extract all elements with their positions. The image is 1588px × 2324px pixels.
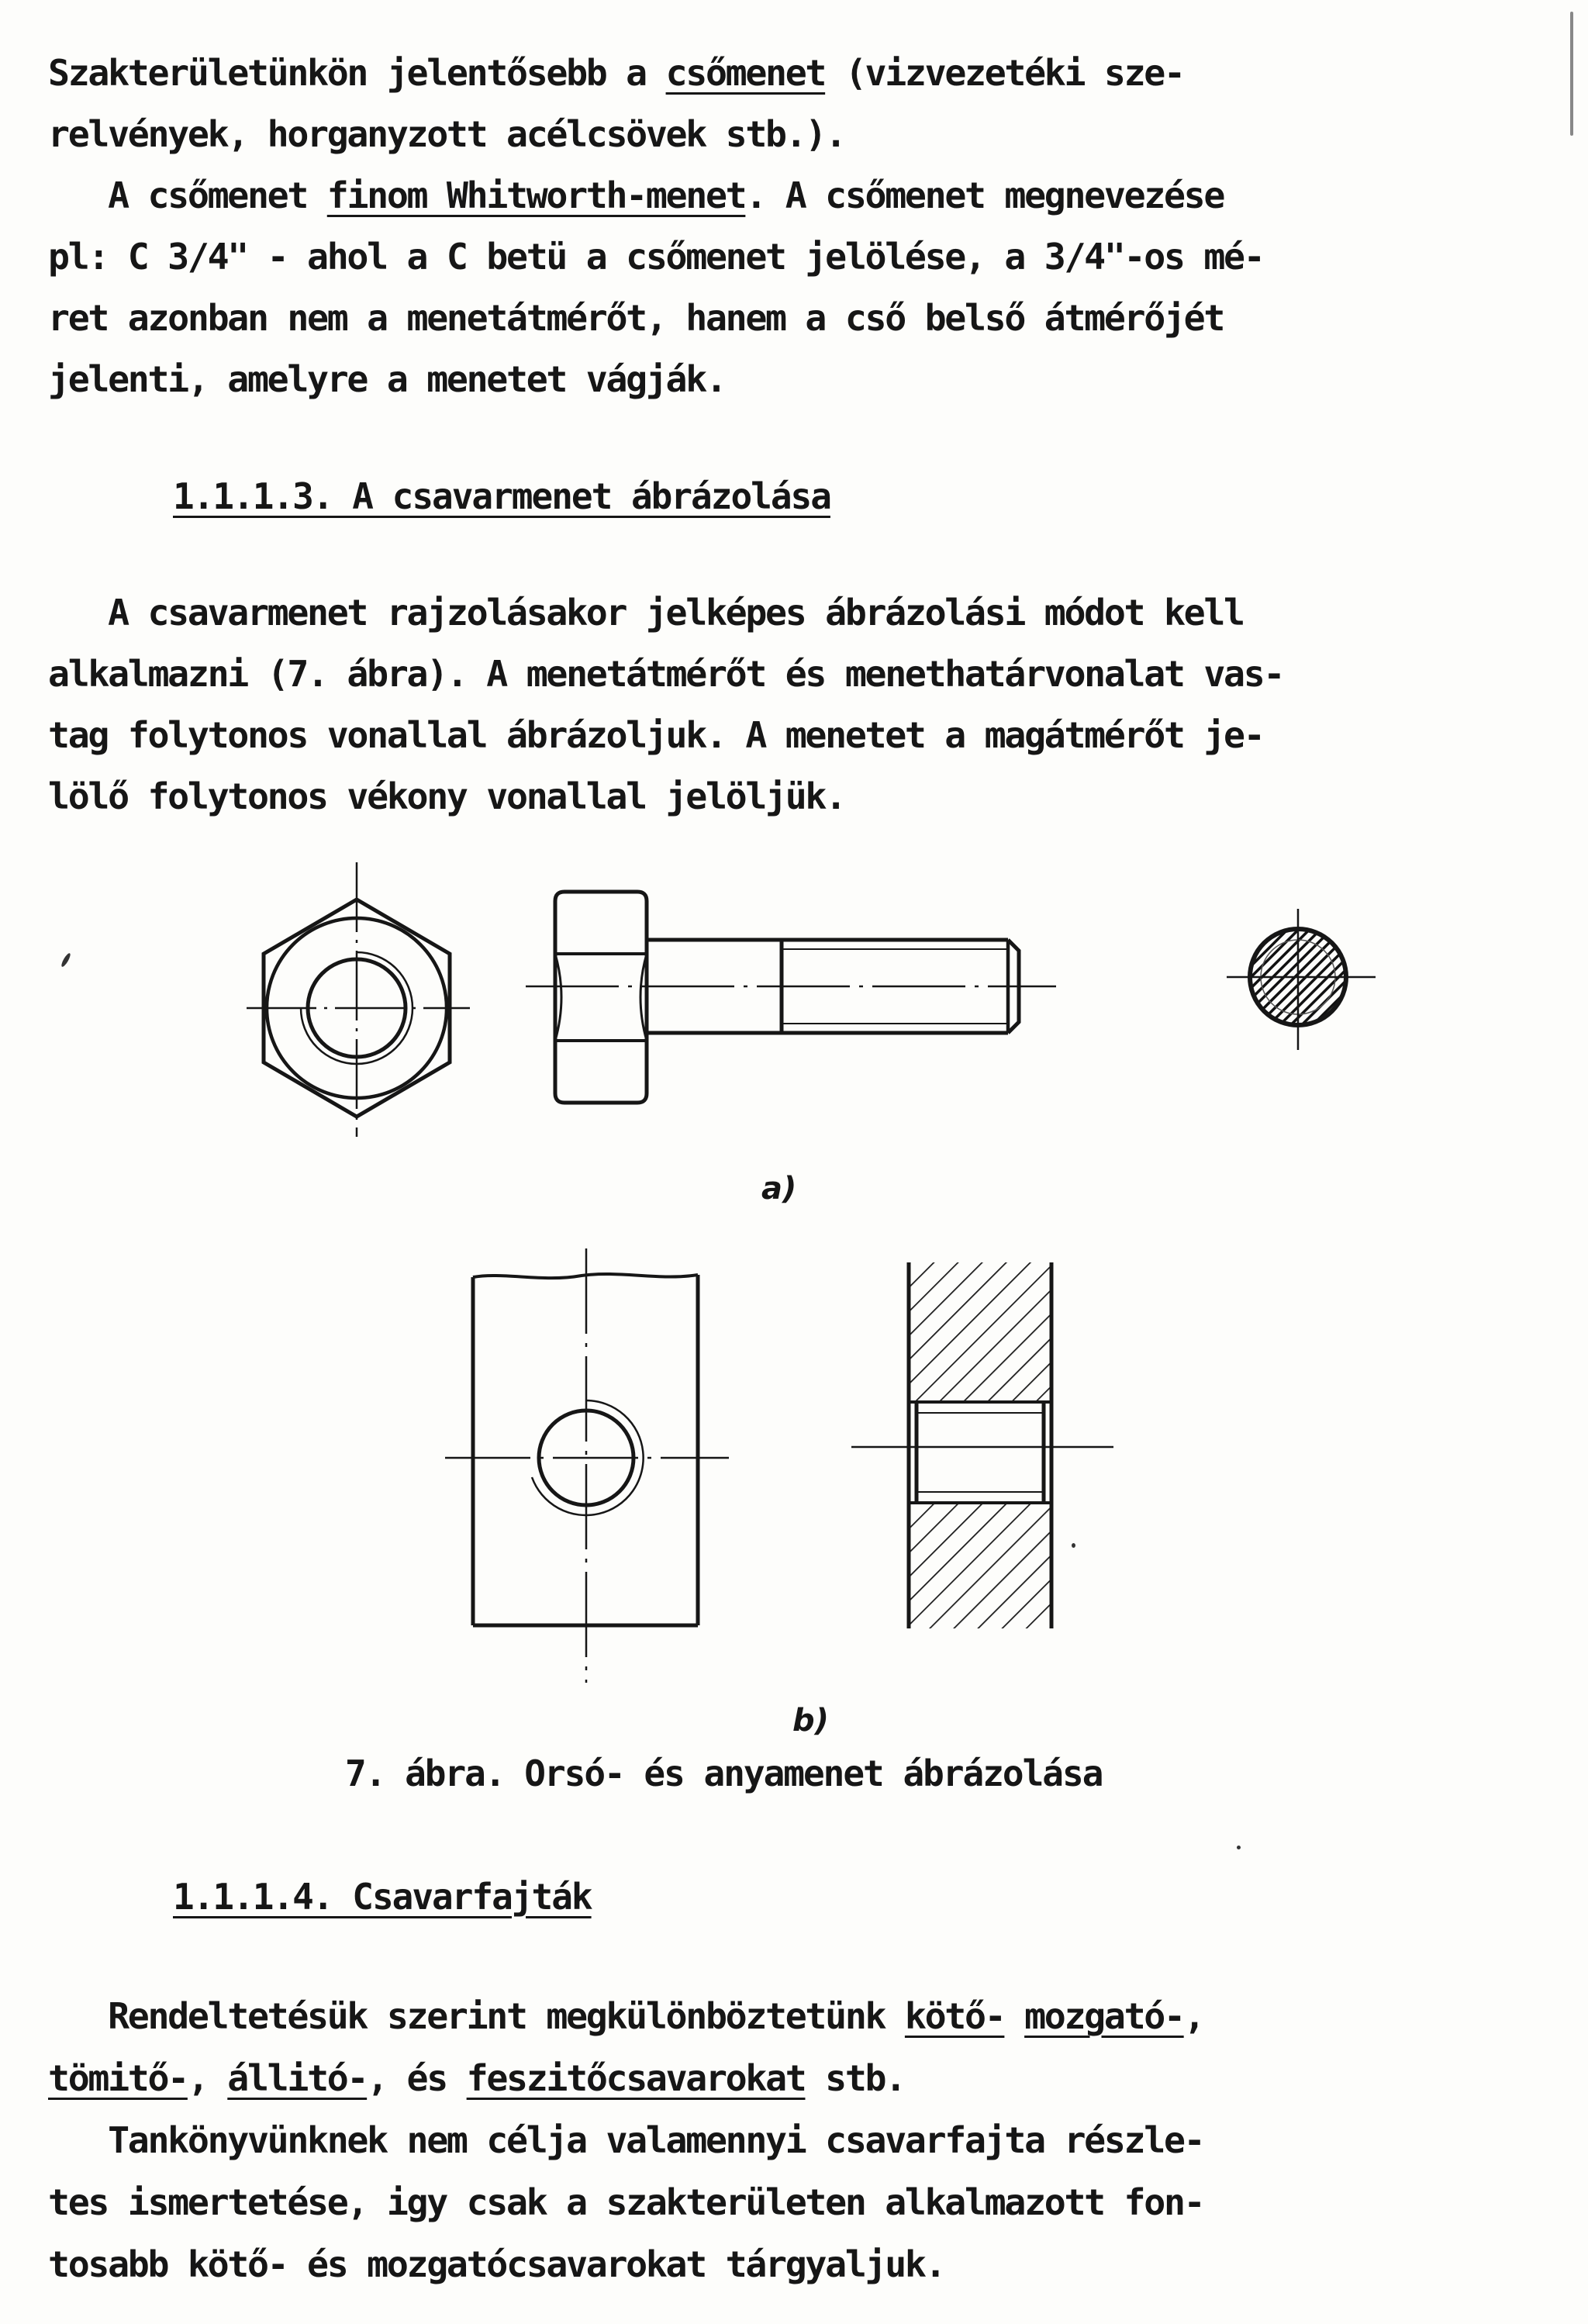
- text-span: (vizvezetéki sze-: [825, 52, 1184, 94]
- bolt-side-view: [526, 892, 1056, 1103]
- text-span: . A csőmenet megnevezése: [745, 174, 1224, 216]
- paragraph-3-line-1: [48, 1995, 1204, 2037]
- paragraph-2-line-4: lölő folytonos vékony vonallal jelöljük.: [48, 775, 845, 817]
- paragraph-1-line-4: pl: C 3/4" - ahol a C betü a csőmenet jelölése, a 3/4"-os mé-: [48, 236, 1264, 278]
- hex-nut-view: [247, 862, 470, 1137]
- paragraph-3-line-5: tosabb kötő- és mozgatócsavarokat tárgyaljuk.: [48, 2243, 945, 2285]
- paragraph-3-line-2: [48, 2057, 905, 2099]
- keyword-tomito: tömitő-: [48, 2057, 188, 2099]
- paragraph-1-line-2: relvények, horganyzott acélcsövek stb.).: [48, 113, 845, 155]
- threaded-hole-top-view: [445, 1248, 729, 1683]
- text-span: Rendeltetésük szerint megkülönböztetünk: [48, 1995, 905, 2037]
- text-span: stb.: [805, 2057, 905, 2099]
- figure-label-a: a): [761, 1171, 797, 1207]
- paragraph-2-line-2: alkalmazni (7. ábra). A menetátmérőt és menethatárvonalat vas-: [48, 653, 1284, 695]
- keyword-csomenet: csőmenet: [665, 52, 826, 94]
- heading-text: 1.1.1.3. A csavarmenet ábrázolása: [173, 475, 830, 517]
- figure-label-b: b): [792, 1703, 829, 1739]
- scan-speck: [1072, 1543, 1075, 1548]
- keyword-koto: kötő-: [904, 1995, 1005, 2037]
- text-span: Szakterületünkön jelentősebb a: [48, 52, 666, 94]
- text-span: A csőmenet: [48, 174, 327, 216]
- section-heading-1-1-1-4: [173, 1876, 592, 1918]
- text-span: ,: [1183, 1995, 1204, 2037]
- paragraph-1-line-5: ret azonban nem a menetátmérőt, hanem a cső belső átmérőjét: [48, 297, 1224, 339]
- bolt-cross-section: [1227, 909, 1376, 1050]
- text-span: ,: [187, 2057, 228, 2099]
- keyword-feszitocsavarokat: feszitőcsavarokat: [466, 2057, 806, 2099]
- heading-text: 1.1.1.4. Csavarfajták: [173, 1876, 592, 1918]
- scan-speck: [1237, 1846, 1241, 1849]
- threaded-hole-section-view: [851, 1262, 1113, 1628]
- keyword-mozgato: mozgató-: [1024, 1995, 1184, 2037]
- figure-caption: 7. ábra. Orsó- és anyamenet ábrázolása: [345, 1752, 1103, 1794]
- scan-edge-mark: [1570, 12, 1573, 136]
- text-span: , és: [367, 2057, 467, 2099]
- paragraph-3-line-4: tes ismertetése, igy csak a szakterületen alkalmazott fon-: [48, 2181, 1204, 2223]
- paragraph-2-line-1: A csavarmenet rajzolásakor jelképes ábrázolási módot kell: [48, 592, 1244, 634]
- keyword-whitworth: finom Whitworth-menet: [326, 174, 746, 216]
- paragraph-2-line-3: tag folytonos vonallal ábrázoljuk. A menetet a magátmérőt je-: [48, 714, 1264, 756]
- paragraph-3-line-3: Tankönyvünknek nem célja valamennyi csavarfajta részle-: [48, 2119, 1204, 2161]
- keyword-allito: állitó-: [227, 2057, 368, 2099]
- paragraph-1-line-6: jelenti, amelyre a menetet vágják.: [48, 358, 726, 400]
